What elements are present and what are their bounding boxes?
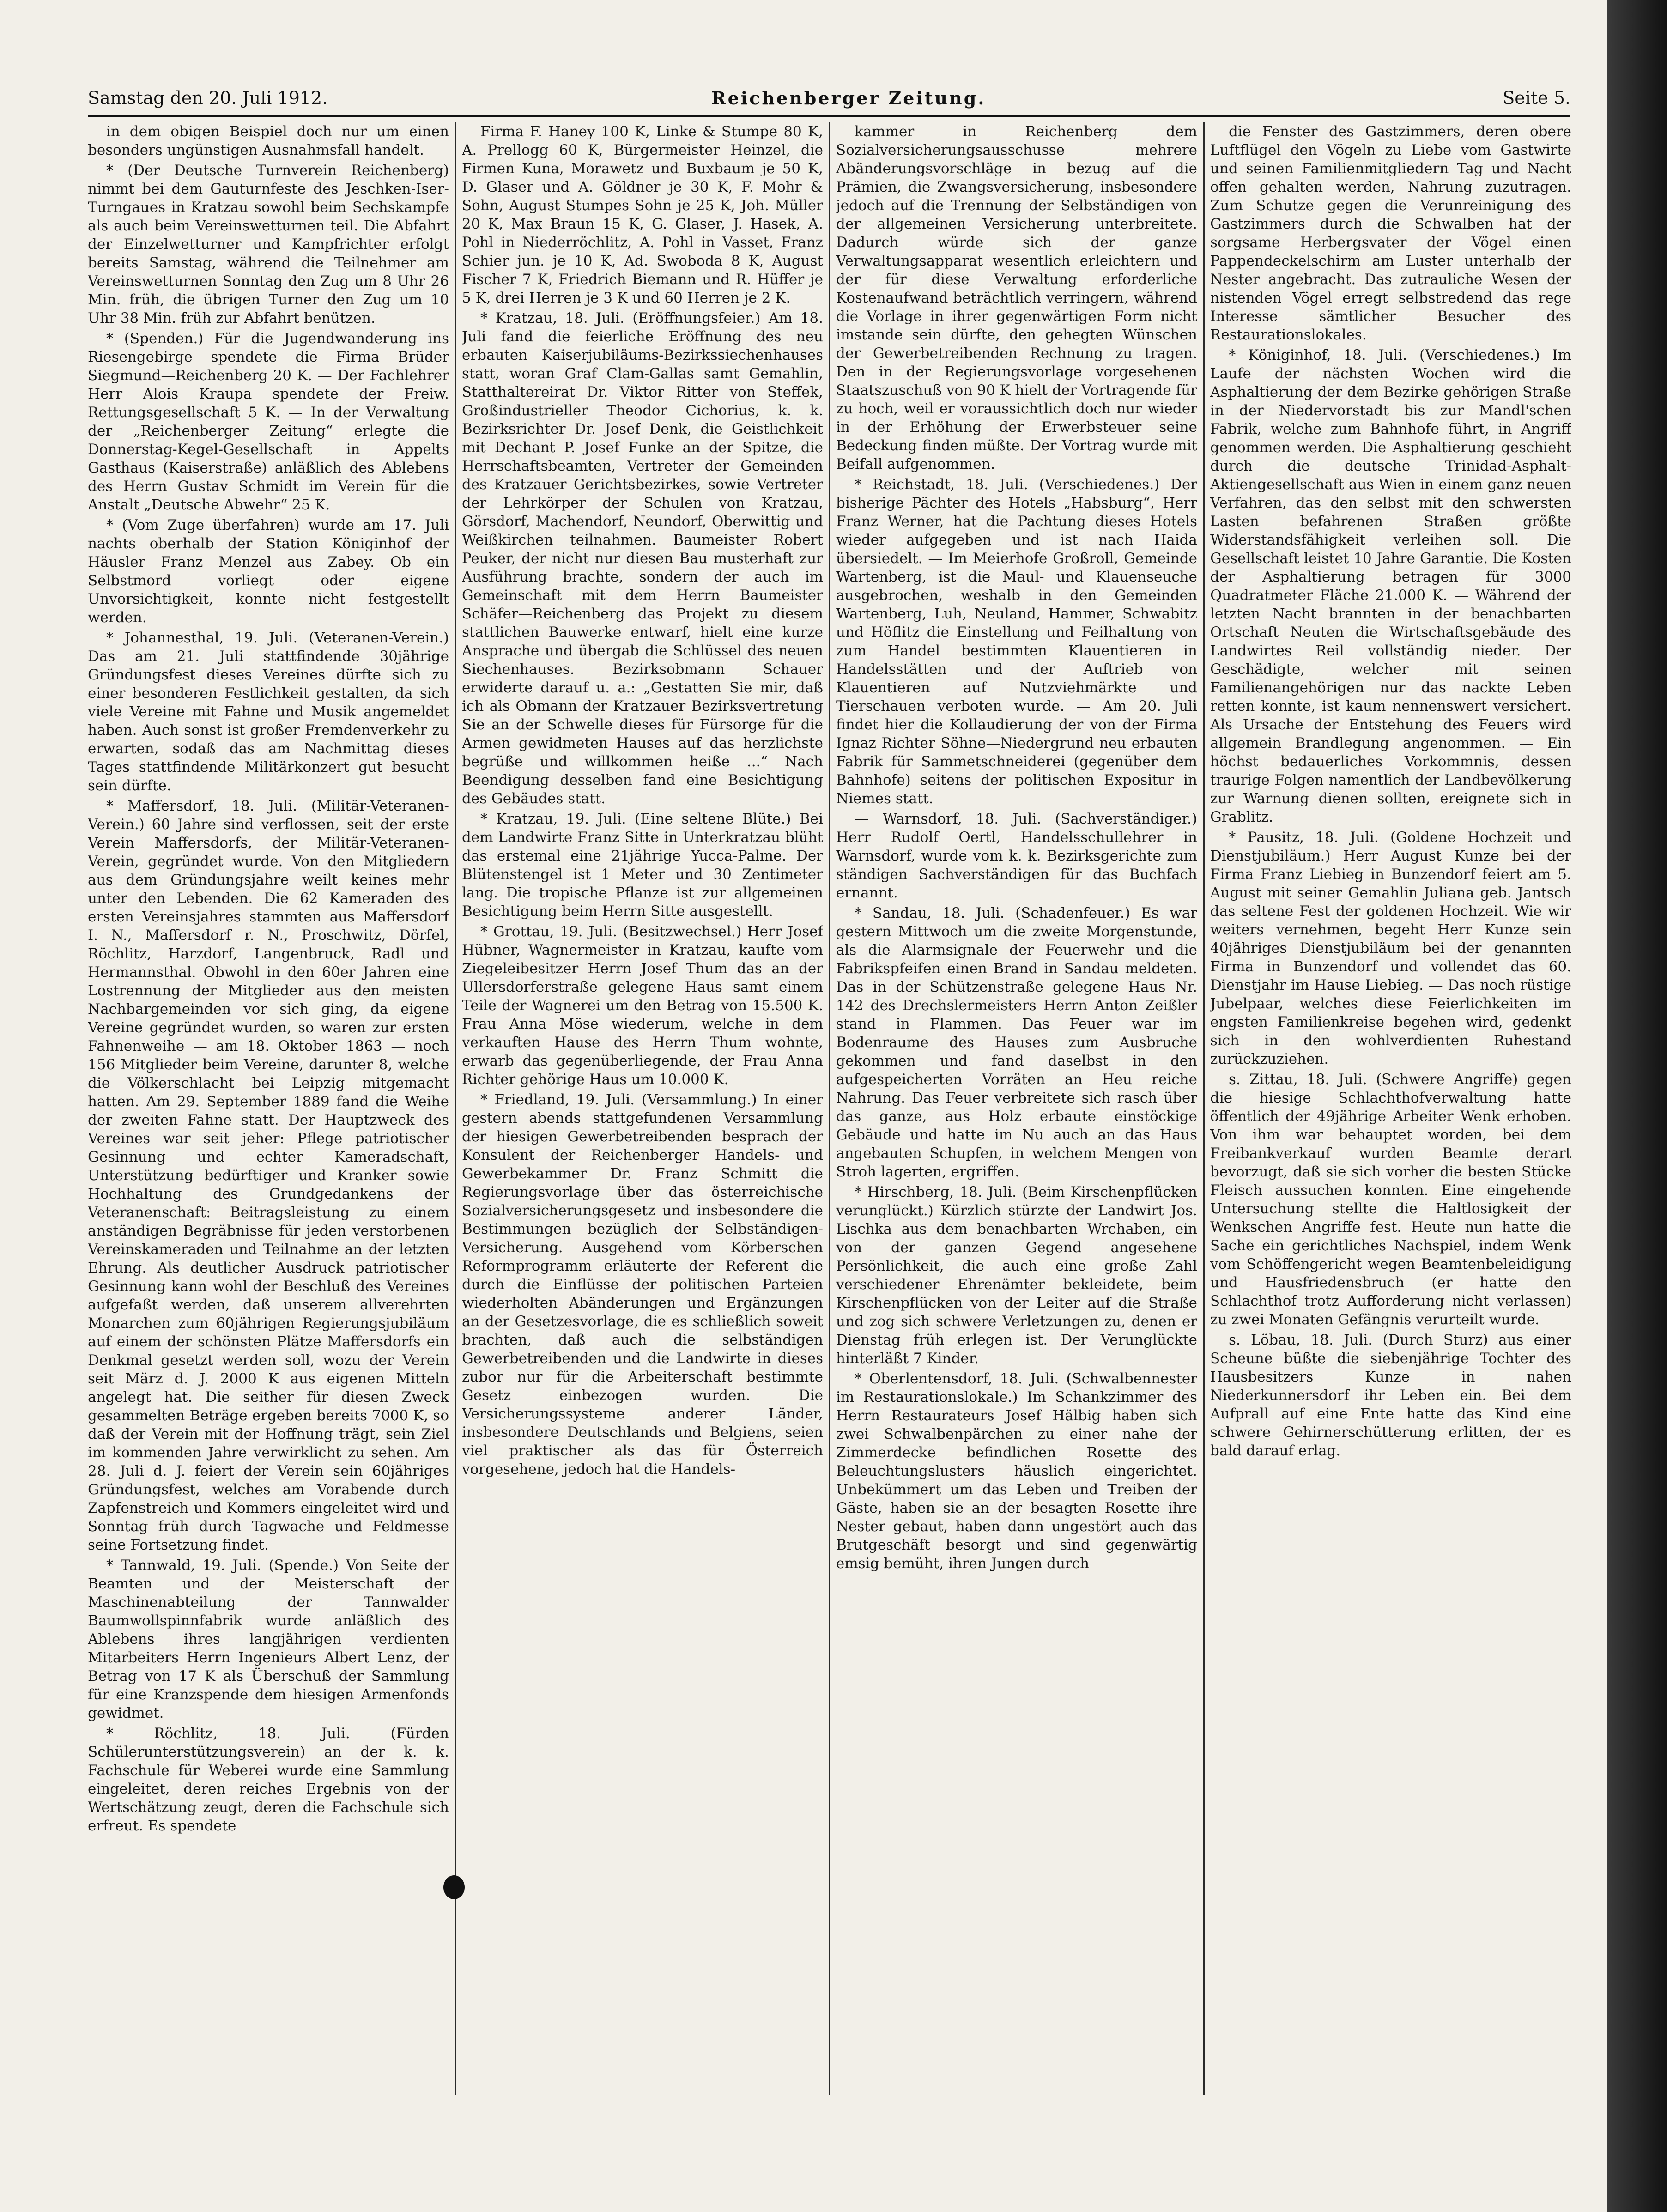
paragraph: in dem obigen Beispiel doch nur um einen besonders ungünstigen Ausnahmsfall handelt. — [88, 123, 449, 158]
paragraph: * (Spenden.) Für die Jugendwanderung ins Riesengebirge spendete die Firma Brüder Siegmund—Reichenberg 20 K. — Der Fachlehrer Herr Alois Kraupa spendete der Freiw. Rettungsgesellschaft 5 K. — In der Verwaltung der „Reichenberger Zeitung“ erlegte die Donnerstag-Kegel-Gesellschaft in Appelts Gasthaus (Kaiserstraße) anläßlich des Ablebens des Herrn Gustav Schmidt im Verein für die Anstalt „Deutsche Abwehr“ 25 K. — [88, 330, 449, 513]
paragraph: die Fenster des Gastzimmers, deren obere Luftflügel den Vögeln zu Liebe vom Gastwirte und seinen Familienmitgliedern Tag und Nacht offen gehalten werden, Nahrung zuzutragen. Zum Schutze gegen die Verunreinigung des Gastzimmers durch die Schwalben hat der sorgsame Herbergsvater der Vögel einen Pappendeckelschirm am Luster unterhalb der Nester angebracht. Das zutrauliche Wesen der nistenden Vögel erregt selbstredend das rege Interesse sämtlicher Besucher des Restaurationslokales. — [1210, 123, 1571, 343]
paragraph: * Königinhof, 18. Juli. (Verschiedenes.) Im Laufe der nächsten Wochen wird die Asphaltierung der dem Bezirke gehörigen Straße in der Niedervorstadt bis zur Mandl'schen Fabrik, welche zum Bahnhofe führt, in Angriff genommen werden. Die Asphaltierung geschieht durch die deutsche Trinidad-Asphalt-Aktiengesellschaft aus Wien in einem ganz neuen Verfahren, das den selbst mit den schwersten Lasten befahrenen Straßen größte Widerstandsfähigkeit verleihen soll. Die Gesellschaft leistet 10 Jahre Garantie. Die Kosten der Asphaltierung betragen für 3000 Quadratmeter Fläche 21.000 K. — Während der letzten Nacht brannten in der benachbarten Ortschaft Neuten die Wirtschaftsgebäude des Landwirtes Reil vollständig nieder. Der Geschädigte, welcher mit seinen Familienangehörigen nur das nackte Leben retten konnte, ist kaum nennenswert versichert. Als Ursache der Entstehung des Feuers wird allgemein Brandlegung angenommen. — Ein höchst bedauerliches Vorkommnis, dessen traurige Folgen namentlich der Landbevölkerung zur Warnung dienen sollten, ereignete sich in Grablitz. — [1210, 347, 1571, 825]
column-divider — [1203, 122, 1205, 2095]
paragraph: — Warnsdorf, 18. Juli. (Sachverständiger.) Herr Rudolf Oertl, Handelsschullehrer in Warnsdorf, wurde vom k. k. Bezirksgerichte zum ständigen Sachverständigen für das Buchfach ernannt. — [836, 811, 1197, 901]
paragraph: * Hirschberg, 18. Juli. (Beim Kirschenpflücken verunglückt.) Kürzlich stürzte der Landwirt Jos. Lischka aus dem benachbarten Wrchaben, ein von der ganzen Gegend angesehene Persönlichkeit, die auch eine große Zahl verschiedener Ehrenämter bekleidete, beim Kirschenpflücken von der Leiter auf die Straße und zog sich schwere Verletzungen zu, denen er Dienstag früh erlegen ist. Der Verunglückte hinterläßt 7 Kinder. — [836, 1184, 1197, 1367]
paragraph: * Maffersdorf, 18. Juli. (Militär-Veteranen-Verein.) 60 Jahre sind verflossen, seit der erste Verein Maffersdorfs, der Militär-Veteranen-Verein, gegründet wurde. Von den Mitgliedern aus dem Gründungsjahre weilt keines mehr unter den Lebenden. Die 62 Kameraden des ersten Vereinsjahres stammten aus Maffersdorf I. N., Maffersdorf r. N., Proschwitz, Dörfel, Röchlitz, Harzdorf, Langenbruck, Radl und Hermannsthal. Obwohl in den 60er Jahren eine Lostrennung der Mitglieder aus den meisten Nachbargemeinden vor sich ging, da eigene Vereine gegründet wurden, so waren zur ersten Fahnenweihe — am 18. Oktober 1863 — noch 156 Mitglieder beim Vereine, darunter 8, welche die Völkerschlacht bei Leipzig mitgemacht hatten. Am 29. September 1889 fand die Weihe der zweiten Fahne statt. Der Hauptzweck des Vereines war seit jeher: Pflege patriotischer Gesinnung und echter Kameradschaft, Unterstützung bedürftiger und Kranker sowie Hochhaltung des Grundgedankens der Veteranenschaft: Beitragsleistung zu einem anständigen Begräbnisse für jeden verstorbenen Vereinskameraden und Teilnahme an der letzten Ehrung. Als deutlicher Ausdruck patriotischer Gesinnung kann wohl der Beschluß des Vereines aufgefaßt werden, daß unserem allverehrten Monarchen zum 60jährigen Regierungsjubiläum auf einem der schönsten Plätze Maffersdorfs ein Denkmal gesetzt werden soll, wozu der Verein seit März d. J. 2000 K aus eigenen Mitteln angelegt hat. Die seither für diesen Zweck gesammelten Beträge ergeben bereits 7000 K, so daß der Verein mit der Hoffnung trägt, sein Ziel im kommenden Jahre verwirklicht zu sehen. Am 28. Juli d. J. feiert der Verein sein 60jähriges Gründungsfest, welches am Vorabende durch Zapfenstreich und Kommers eingeleitet wird und Sonntag früh durch Tagwache und Feldmesse seine Fortsetzung findet. — [88, 798, 449, 1553]
text-column-4 — [1210, 122, 1571, 2109]
ink-spot — [443, 1875, 465, 1899]
paragraph: * Pausitz, 18. Juli. (Goldene Hochzeit und Dienstjubiläum.) Herr August Kunze bei der Firma Franz Liebieg in Bunzendorf feiert am 5. August mit seiner Gemahlin Juliana geb. Jantsch das seltene Fest der goldenen Hochzeit. Wie wir weiters vernehmen, begeht Herr Kunze sein 40jähriges Dienstjubiläum bei der genannten Firma in Bunzendorf und vollendet das 60. Dienstjahr im Hause Liebieg. — Das noch rüstige Jubelpaar, welches diese Feierlichkeiten im engsten Familienkreise begehen wird, gedenkt sich in den wohlverdienten Ruhestand zurückzuziehen. — [1210, 829, 1571, 1067]
paragraph: * Grottau, 19. Juli. (Besitzwechsel.) Herr Josef Hübner, Wagnermeister in Kratzau, kaufte vom Ziegeleibesitzer Herrn Josef Thum das an der Ullersdorferstraße gelegene Haus samt einem Teile der Wagnerei um den Betrag von 15.500 K. Frau Anna Möse wiederum, welche in dem verkauften Hause des Herrn Thum wohnte, erwarb das gegenüberliegende, der Frau Anna Richter gehörige Haus um 10.000 K. — [462, 923, 823, 1088]
paragraph: * Kratzau, 19. Juli. (Eine seltene Blüte.) Bei dem Landwirte Franz Sitte in Unterkratzau blüht das erstemal eine 21jährige Yucca-Palme. Der Blütenstengel ist 1 Meter und 30 Zentimeter lang. Die tropische Pflanze ist zur allgemeinen Besichtigung beim Herrn Sitte ausgestellt. — [462, 811, 823, 920]
paragraph: s. Löbau, 18. Juli. (Durch Sturz) aus einer Scheune büßte die siebenjährige Tochter des Hausbesitzers Kunze in nahen Niederkunnersdorf ihr Leben ein. Bei dem Aufprall auf eine Ente hatte das Kind eine schwere Gehirnerschütterung erlitten, der es bald darauf erlag. — [1210, 1332, 1571, 1459]
paragraph: * Reichstadt, 18. Juli. (Verschiedenes.) Der bisherige Pächter des Hotels „Habsburg“, Herr Franz Werner, hat die Pachtung dieses Hotels wieder aufgegeben und ist nach Haida übersiedelt. — Im Meierhofe Großroll, Gemeinde Wartenberg, ist die Maul- und Klauenseuche ausgebrochen, weshalb in den Gemeinden Wartenberg, Luh, Neuland, Hammer, Schwabitz und Höflitz die Einstellung und Feilhaltung von zum Handel bestimmten Klauentieren in Handelsstätten und der Auftrieb von Klauentieren auf Nutzviehmärkte und Tierschauen verboten wurde. — Am 20. Juli findet hier die Kollaudierung der von der Firma Ignaz Richter Söhne—Niedergrund neu erbauten Fabrik für Sammetschneiderei (gegenüber dem Bahnhofe) seitens der politischen Expositur in Niemes statt. — [836, 476, 1197, 807]
paragraph: * Oberlentensdorf, 18. Juli. (Schwalbennester im Restaurationslokale.) Im Schankzimmer des Herrn Restaurateurs Josef Hälbig haben sich zwei Schwalbenpärchen zu einer nahe der Zimmerdecke befindlichen Rosette des Beleuchtungslusters häuslich eingerichtet. Unbekümmert um das Leben und Treiben der Gäste, haben sie an der besagten Rosette ihre Nester gebaut, haben dann ungestört auch das Brutgeschäft besorgt und sind gegenwärtig emsig bemüht, ihren Jungen durch — [836, 1370, 1197, 1572]
header-rule — [88, 115, 1570, 117]
text-column-1 — [88, 122, 449, 2109]
issue-date: Samstag den 20. Juli 1912. — [88, 88, 328, 108]
column-divider — [455, 122, 456, 2095]
paragraph: * Röchlitz, 18. Juli. (Fürden Schülerunterstützungsverein) an der k. k. Fachschule für Weberei wurde eine Sammlung eingeleitet, deren reiches Ergebnis von der Wertschätzung zeugt, deren die Fachschule sich erfreut. Es spendete — [88, 1725, 449, 1834]
paragraph: * Friedland, 19. Juli. (Versammlung.) In einer gestern abends stattgefundenen Versammlung der hiesigen Gewerbetreibenden besprach der Konsulent der Reichenberger Handels- und Gewerbekammer Dr. Franz Schmitt die Regierungsvorlage über das österreichische Sozialversicherungsgesetz und insbesondere die Bestimmungen bezüglich der Selbständigen-Versicherung. Ausgehend vom Körberschen Reformprogramm erläuterte der Referent die durch die Einflüsse der politischen Parteien wiederholten Abänderungen und Ergänzungen an der Gesetzesvorlage, die es schließlich soweit brachten, daß auch die selbständigen Gewerbetreibenden und die Landwirte in dieses zubor nur für die Arbeiterschaft bestimmte Gesetz einbezogen wurden. Die Versicherungssysteme anderer Länder, insbesondere Deutschlands und Belgiens, seien viel praktischer als das für Österreich vorgesehene, jedoch hat die Handels- — [462, 1091, 823, 1478]
paragraph: * Sandau, 18. Juli. (Schadenfeuer.) Es war gestern Mittwoch um die zweite Morgenstunde, als die Alarmsignale der Feuerwehr und die Fabrikspfeifen einen Brand in Sandau meldeten. Das in der Schützenstraße gelegene Haus Nr. 142 des Drechslermeisters Herrn Anton Zeißler stand in Flammen. Das Feuer war im Bodenraume des Hauses zum Ausbruche gekommen und fand daselbst in den aufgespeicherten Vorräten an Heu reiche Nahrung. Das Feuer verbreitete sich rasch über das ganze, aus Holz erbaute einstöckige Gebäude und hatte im Nu auch an das Haus angebauten Schupfen, in welchem Mengen von Stroh lagerten, ergriffen. — [836, 905, 1197, 1180]
paragraph: * (Der Deutsche Turnverein Reichenberg) nimmt bei dem Gauturnfeste des Jeschken-Iser-Turngaues in Kratzau sowohl beim Sechskampfe als auch beim Vereinswetturnen teil. Die Abfahrt der Einzelwetturner und Kampfrichter erfolgt bereits Samstag, während die Teilnehmer am Vereinswetturnen Sonntag den Zug um 8 Uhr 26 Min. früh, die übrigen Turner den Zug um 10 Uhr 38 Min. früh zur Abfahrt benützen. — [88, 162, 449, 327]
text-column-2 — [462, 122, 823, 2109]
paragraph: * Kratzau, 18. Juli. (Eröffnungsfeier.) Am 18. Juli fand die feierliche Eröffnung des neu erbauten Kaiserjubiläums-Bezirkssiechenhauses statt, woran Graf Clam-Gallas samt Gemahlin, Statthaltereirat Dr. Viktor Ritter von Steffek, Großindustrieller Theodor Cichorius, k. k. Bezirksrichter Dr. Josef Denk, die Geistlichkeit mit Dechant P. Josef Funke an der Spitze, die Herrschaftsbeamten, Vertreter der Gemeinden des Kratzauer Gerichtsbezirkes, sowie Vertreter der Lehrkörper der Schulen von Kratzau, Görsdorf, Machendorf, Neundorf, Oberwittig und Weißkirchen teilnahmen. Baumeister Robert Peuker, der nicht nur diesen Bau musterhaft zur Ausführung brachte, sondern der auch im Gemeinschaft mit dem Herrn Baumeister Schäfer—Reichenberg das Projekt zu diesem stattlichen Bauwerke entwarf, hielt eine kurze Ansprache und übergab die Schlüssel des neuen Siechenhauses. Bezirksobmann Schauer erwiderte darauf u. a.: „Gestatten Sie mir, daß ich als Obmann der Kratzauer Bezirksvertretung Sie an der Schwelle dieses für Fürsorge für die Armen gewidmeten Hauses auf das herzlichste begrüße und willkommen heiße ...“ Nach Beendigung desselben fand eine Besichtigung des Gebäudes statt. — [462, 310, 823, 807]
paragraph: * Johannesthal, 19. Juli. (Veteranen-Verein.) Das am 21. Juli stattfindende 30jährige Gründungsfest dieses Vereines dürfte sich zu einer besonderen Festlichkeit gestalten, da sich viele Vereine mit Fahne und Musik angemeldet haben. Auch sonst ist großer Fremdenverkehr zu erwarten, sodaß das am Nachmittag dieses Tages stattfindende Militärkonzert gut besucht sein dürfte. — [88, 630, 449, 794]
paragraph: * Tannwald, 19. Juli. (Spende.) Von Seite der Beamten und der Meisterschaft der Maschinenabteilung der Tannwalder Baumwollspinnfabrik wurde anläßlich des Ablebens ihres langjährigen verdienten Mitarbeiters Herrn Ingenieurs Albert Lenz, der Betrag von 17 K als Überschuß der Sammlung für eine Kranzspende dem hiesigen Armenfonds gewidmet. — [88, 1557, 449, 1721]
paragraph: Firma F. Haney 100 K, Linke & Stumpe 80 K, A. Prellogg 60 K, Bürgermeister Heinzel, die Firmen Kuna, Morawetz und Buxbaum je 50 K, D. Glaser und A. Göldner je 30 K, F. Mohr & Sohn, August Stumpes Sohn je 25 K, Joh. Müller 20 K, Max Braun 15 K, G. Glaser, J. Hasek, A. Pohl in Niederröchlitz, A. Pohl in Vasset, Franz Schier jun. je 10 K, Ad. Swoboda 8 K, August Fischer 7 K, Friedrich Biemann und R. Hüffer je 5 K, drei Herren je 3 K und 60 Herren je 2 K. — [462, 123, 823, 306]
paragraph: kammer in Reichenberg dem Sozialversicherungsausschusse mehrere Abänderungsvorschläge in bezug auf die Prämien, die Zwangsversicherung, insbesondere jedoch auf die Trennung der Selbständigen von der allgemeinen Versicherung unterbreitete. Dadurch würde sich der ganze Verwaltungsapparat wesentlich erleichtern und der für diese Verwaltung erforderliche Kostenaufwand beträchtlich verringern, während die Vorlage in ihrer gegenwärtigen Form nicht imstande sein dürfte, den gehegten Wünschen der Gewerbetreibenden Rechnung zu tragen. Den in der Regierungsvorlage vorgesehenen Staatszuschuß von 90 K hielt der Vortragende für zu hoch, weil er voraussichtlich doch nur wieder in der Erhöhung der Erwerbsteuer seine Bedeckung finden müßte. Der Vortrag wurde mit Beifall aufgenommen. — [836, 123, 1197, 473]
page-number: Seite 5. — [1503, 88, 1570, 108]
column-divider — [829, 122, 830, 2095]
scan-edge — [1607, 0, 1667, 2212]
newspaper-title: Reichenberger Zeitung. — [711, 88, 986, 109]
text-column-3 — [836, 122, 1197, 2109]
paragraph: * (Vom Zuge überfahren) wurde am 17. Juli nachts oberhalb der Station Königinhof der Häusler Franz Menzel aus Zabey. Ob ein Selbstmord vorliegt oder eigene Unvorsichtigkeit, konnte nicht festgestellt werden. — [88, 517, 449, 626]
paragraph: s. Zittau, 18. Juli. (Schwere Angriffe) gegen die hiesige Schlachthofverwaltung hatte öffentlich der 49jährige Arbeiter Wenk erhoben. Von ihm war behauptet worden, bei dem Freibankverkauf wurden Beamte derart bevorzugt, daß sie sich vorher die besten Stücke Fleisch aussuchen konnten. Eine eingehende Untersuchung stellte die Haltlosigkeit der Wenkschen Angriffe fest. Heute nun hatte die Sache ein gerichtliches Nachspiel, indem Wenk vom Schöffengericht wegen Beamtenbeleidigung und Hausfriedensbruch (er hatte den Schlachthof trotz Aufforderung nicht verlassen) zu zwei Monaten Gefängnis verurteilt wurde. — [1210, 1071, 1571, 1328]
